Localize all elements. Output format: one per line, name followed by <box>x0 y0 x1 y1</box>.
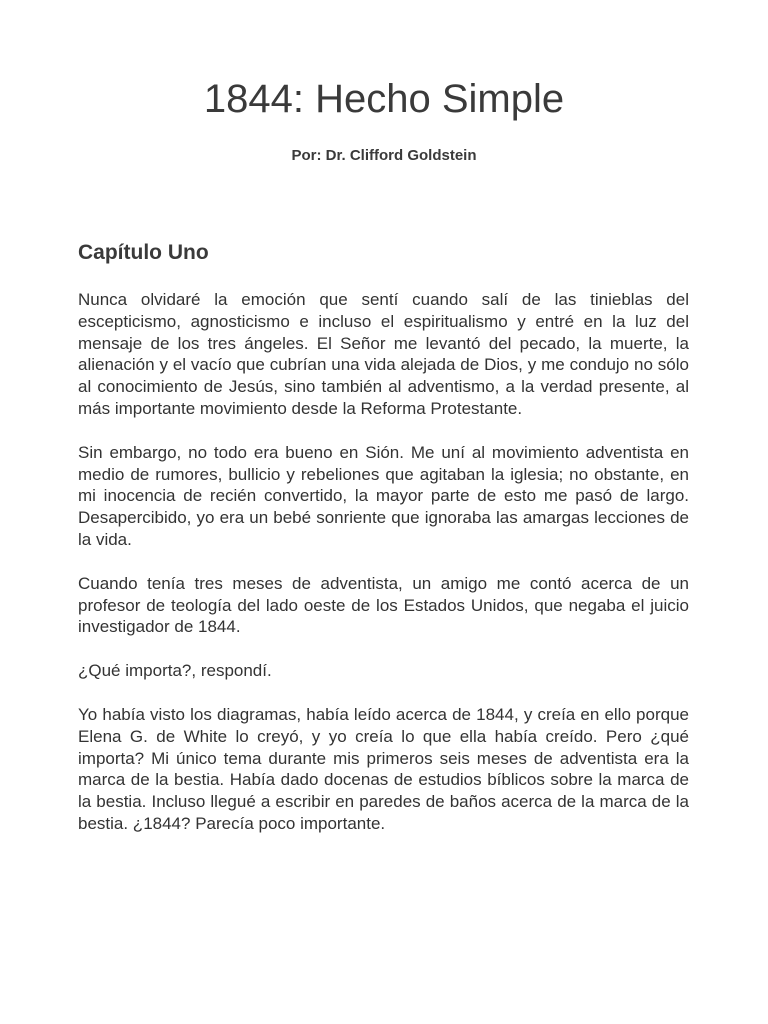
chapter-heading: Capítulo Uno <box>78 241 209 264</box>
paragraph-5: Yo había visto los diagramas, había leído acerca de 1844, y creía en ello porque Elena G. de White lo creyó, y yo creía lo que ella había creído. Pero ¿qué importa? Mi único tema durante mis primeros seis meses de adventista era la marca de la bestia. Había dado docenas de estudios bíblicos sobre la marca de la bestia. Incluso llegué a escribir en paredes de baños acerca de la marca de la bestia. ¿1844? Parecía poco importante. <box>78 704 689 833</box>
document-title: 1844: Hecho Simple <box>203 77 565 121</box>
document-author: Por: Dr. Clifford Goldstein <box>291 147 477 164</box>
paragraph-3: Cuando tenía tres meses de adventista, un amigo me contó acerca de un profesor de teología del lado oeste de los Estados Unidos, que negaba el juicio investigador de 1844. <box>78 573 689 637</box>
paragraph-2: Sin embargo, no todo era bueno en Sión. Me uní al movimiento adventista en medio de rumores, bullicio y rebeliones que agitaban la iglesia; no obstante, en mi inocencia de recién convertido, la mayor parte de esto me pasó de largo. Desapercibido, yo era un bebé sonriente que ignoraba las amargas lecciones de la vida. <box>78 442 689 549</box>
paragraph-4: ¿Qué importa?, respondí. <box>78 661 272 681</box>
body-text <box>78 289 689 857</box>
paragraph-1: Nunca olvidaré la emoción que sentí cuando salí de las tinieblas del escepticismo, agnosticismo e incluso el espiritualismo y entré en la luz del mensaje de los tres ángeles. El Señor me levantó del pecado, la muerte, la alienación y el vacío que cubrían una vida alejada de Dios, y me condujo no sólo al conocimiento de Jesús, sino también al adventismo, a la verdad presente, al más importante movimiento desde la Reforma Protestante. <box>78 290 689 418</box>
